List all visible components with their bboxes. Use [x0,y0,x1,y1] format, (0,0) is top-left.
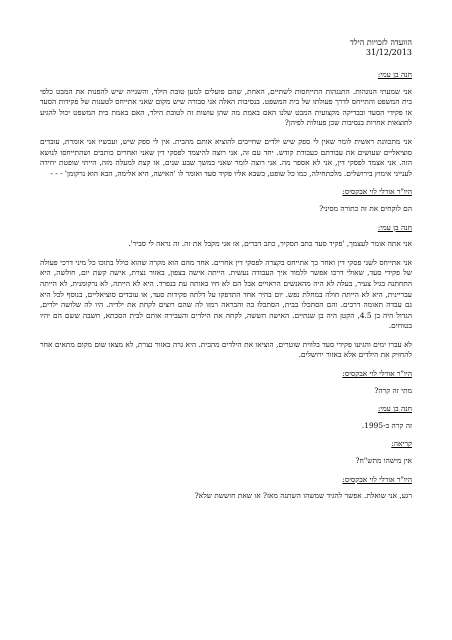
speech-paragraph: זה קרה ב-1995. [361,420,412,430]
document-date: 31/12/2013 [365,48,412,57]
speech-paragraph: לא עברו ימים והגיעו פקידי סעד בלווית שוטרים, הוציאו את הילדים מהבית. היא גרה באזור נצרת, לא מצאו שום מקום מתאים אחר להחזיק את הילדים אלא באזור ירושלים. [40,339,412,360]
committee-name: הוועדה לזכויות הילד [350,38,412,47]
document-header [40,38,412,58]
speaker-name: חנה בן עמי: [377,222,412,232]
speaker-name: חנה בן עמי: [377,404,412,414]
speaker-block [40,404,412,431]
speaker-name: היו"ר אורלי לוי אבקסיס: [342,369,412,379]
speaker-block [40,439,412,466]
speech-paragraph: מתי זה קרה? [374,385,412,395]
speaker-block [40,223,412,362]
speech-paragraph: אני שמעתי הנוגהות. התנגהות התייחסות לשתיים, האחת, שהם פועלים למען טובת הילד, והשנייה שיש להפנות את המבט כלפי בית המשפט והתייחס לדרך פעולתו של בית המשפט. בנסיבות האלה אני סבורה שיש מקום שאני אתייחס לטענות של פקידות הסעד או פקידי הסעד ובבדיקה מקצועית המבט שלנו האם באמת מה שהן עושות זה לטובת הילד, האם באמת בית המשפט יכול להגיע לתוצאות אחרות בנסיבות שכן פעולות לפיהן? [40,86,412,128]
speaker-block [40,187,412,214]
speaker-name: חנה בן עמי: [377,70,412,79]
speaker-name: היו"ר אורלי לוי אבקסיס: [342,187,412,197]
speech-paragraph: אני אתייחס לשני פסקי דין ואחר כך אתייחס בקצרה לפסקי דין אחרים. אחד מהם הוא מקרה שהוא כולל בתוכו כל מיני דרכי פעולה של פקידי סעד, שאולי דרכו אפשר ללמוד איך העבודה נעשית. הייתה אישה בצפון, באזור נצרת, אישה קשת יום, חולשה, היא התחתנה בגיל צעיר, בעלה לא היה מהאנשים הראויים אבל הם לא חיו באותה עת בנפרד. היא לא הייתה, לא נרקומנית, לא הייתה עבריינית, היא לא הייתה חולה במחלת נפש. יום בהיר אחד התדפקו על דלתה פקידות סעד, או עובדים סוציאליים, בנוסף לכל היא גם עבדה תאומה דרכים. והם הסתכלו בבית, הסתכלו בה והבראה רמזו לה שהם רוצים לקחת את ילדיה. היו לה שלושה ילדים, הגדול היה בן 4.5, הקטן היה בן שנתיים. האישה חששה, לקחה את הילדים והעבירה אותם לבית הסבתא, חשבה ששם הם יהיו בטוחים. [40,257,412,331]
speech-paragraph: אני מתכוונת ראשית לומר שאין לי ספק שיש ילדים שחייבים להוציא אותם מהבית. אין לי ספק שיש, ועכשיו אני אומרת, עובדים סוציאליים שעושים את עבודתם כעבודת קודש. יחד עם זה, אני רוצה להיצמד לפסקי דין שאני ואחרים כותבים ושהתייחסו לנושא הזה. אני אצמד לפסקי דין, אני לא אספר מה. אני רוצה לומר שאני במשך שבע שנים, או קצת למעלה מזה, הייתי שופטת יחידה לענייני אימוץ בירושלים. מלכתחילה, כמו כל שופט, כשבא אליו פקיד סעד ואומר לו 'האישה, היא אלימה, הבא הוא נרקומן' - - - [40,136,412,178]
speaker-block [40,369,412,396]
speech-paragraph: הם לוקחים את זה כתורה מסיני? [319,203,412,213]
speech-paragraph: אין מישהו מתש"ח? [355,456,412,466]
speech-paragraph: רגע, אני שואלת. אפשר להגיד שמשהו השתנה מאז? או שאת חוששת שלא? [194,491,412,501]
transcript [40,70,412,502]
speaker-block [40,70,412,179]
speaker-name: קריאה: [391,439,412,449]
speech-paragraph: אני אתה אומר לעצמך, 'פקיד סעד כתב תסקיר, כתב דברים, אז אני מקבל את זה. זה נראה לי סביר'. [128,239,412,249]
speaker-block [40,475,412,502]
speaker-name: היו"ר אורלי לוי אבקסיס: [342,474,412,484]
